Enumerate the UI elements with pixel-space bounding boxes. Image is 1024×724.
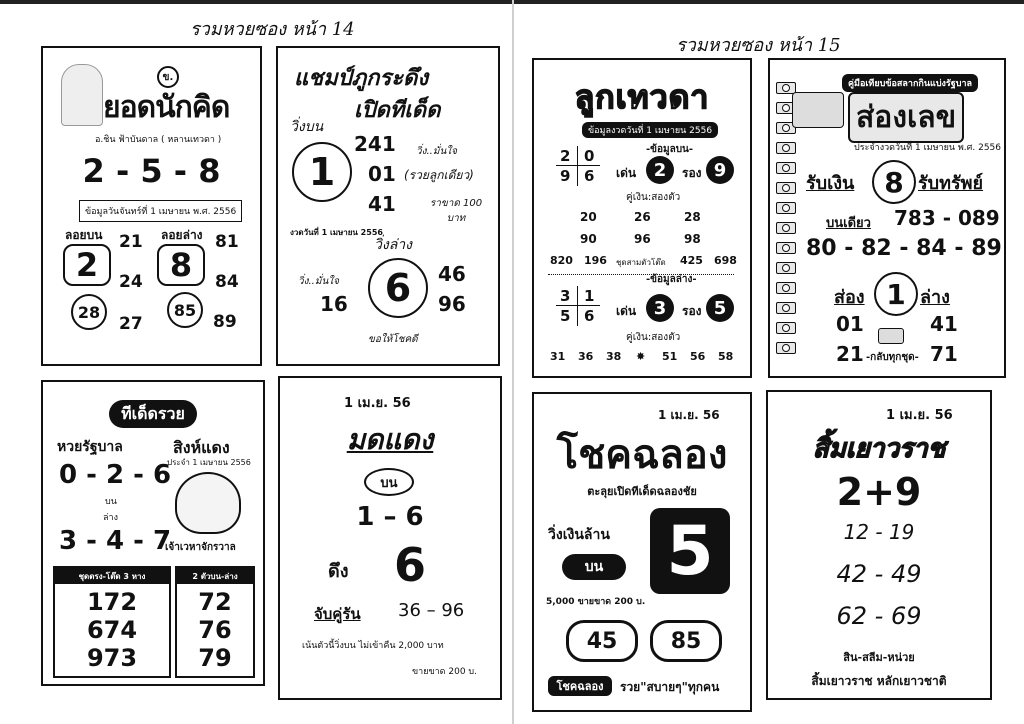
run-label: วิ่งเงินล้าน — [548, 527, 610, 543]
big-number: 5 — [650, 508, 730, 594]
take-money: รับเงิน — [806, 173, 855, 194]
number-41: 41 — [368, 192, 396, 216]
panel-yod-nak-kid — [41, 46, 262, 366]
bottom-number-b: 84 — [215, 272, 239, 292]
box-head: ชุดตรง-โต๊ด 3 หาง — [55, 568, 169, 584]
sub-number-2: 5 — [706, 294, 734, 322]
panel-title: ยอดนักคิด — [103, 90, 230, 125]
price: 5,000 ขายขาด 200 บ. — [546, 597, 646, 607]
camera-icon — [776, 202, 796, 214]
pair-number: 28 — [684, 210, 701, 224]
panel-mod-daeng — [278, 376, 502, 700]
box-two-digit — [175, 566, 255, 678]
pair-number: 90 — [580, 232, 597, 246]
panel-title: มดแดง — [346, 423, 434, 456]
panel-title: ลูกเทวดา — [574, 78, 710, 116]
circle-number-2: 85 — [167, 292, 203, 328]
box-three-digit — [53, 566, 171, 678]
top-numbers: 783 - 089 — [894, 206, 1000, 230]
pair-label-2: คู่เงิน:สองตัว — [626, 332, 681, 343]
grid-top-cell: 6 — [584, 167, 595, 185]
left-title: หวยรัฐบาล — [57, 439, 123, 455]
date-box: ข้อมูลวันจันทร์ที่ 1 เมษายน พ.ศ. 2556 — [79, 200, 242, 222]
circle-number-2: 85 — [650, 620, 722, 662]
author: อ.ชิน ฟ้าบันดาล ( หลานเทวดา ) — [95, 135, 222, 145]
lead-label: เด่น — [616, 166, 637, 180]
camera-icon — [776, 242, 796, 254]
pair-label: จับคู่รัน — [314, 605, 361, 623]
camera-icon — [776, 182, 796, 194]
box-head: 2 ตัวบน-ล่าง — [177, 568, 253, 584]
camera-icon — [776, 262, 796, 274]
top-label: บนเดียว — [826, 216, 871, 231]
pair-number-2: 56 — [690, 350, 706, 363]
lang-label: ล่าง — [920, 287, 950, 308]
camera-icon — [776, 222, 796, 234]
circle-number-1: 28 — [71, 294, 107, 330]
lead-number: 2 — [646, 156, 674, 184]
big-number-1: 1 — [874, 272, 918, 316]
divider — [548, 274, 734, 275]
info-bottom-label: -ข้อมูลล่าง- — [646, 274, 697, 285]
label-top: ลอยบน — [65, 228, 103, 242]
bottom-numbers: 3 - 4 - 7 — [59, 526, 172, 556]
take-asset: รับทรัพย์ — [918, 173, 984, 194]
panel-tee-ded-ruay — [41, 380, 265, 686]
note: เน้นตัวนี้วิ่งบน ไม่เข้าคืน 2,000 บาท — [302, 641, 444, 651]
person-illustration — [61, 64, 103, 126]
run-top-label: วิ่งบน — [290, 119, 324, 135]
date: 1 เม.ย. 56 — [658, 408, 720, 422]
main-numbers: 2 - 5 - 8 — [82, 152, 221, 190]
pair-label: คู่เงิน:สองตัว — [626, 192, 681, 203]
flip-label: -กลับทุกชุด- — [866, 352, 919, 363]
number-46: 46 — [438, 262, 466, 286]
three-digit: 698 — [714, 254, 737, 267]
lead-label-2: เด่น — [616, 304, 637, 318]
three-digit: 820 — [550, 254, 573, 267]
panel-title-line2: เปิดทีเด็ด — [354, 98, 441, 123]
main-numbers: 2+9 — [836, 470, 922, 514]
box-number: 79 — [198, 644, 232, 672]
bon-badge: บน — [364, 468, 414, 496]
panel-luk-thewada — [532, 58, 752, 378]
box-number: 172 — [86, 588, 138, 616]
big-number-1: 1 — [292, 142, 352, 202]
three-digit: 425 — [680, 254, 703, 267]
camera-icon — [776, 342, 796, 354]
song-label: ส่อง — [834, 287, 865, 308]
big-number-6: 6 — [368, 258, 428, 318]
pair-number-2: 31 — [550, 350, 566, 363]
panel-title: โชคฉลอง — [556, 432, 728, 478]
panel-champ-phu-kradueng — [276, 46, 500, 366]
circle-number-1: 45 — [566, 620, 638, 662]
top-number-b: 24 — [119, 272, 143, 292]
top-text: คู่มือเทียบข้อสลากกินแบ่งรัฐบาล — [842, 74, 978, 92]
run-bottom-label: วิ่งล่าง — [374, 237, 412, 253]
big-number: 8 — [872, 160, 916, 204]
pair-row-1: 12 - 19 — [843, 520, 915, 544]
bon-pill: บน — [562, 554, 626, 580]
page-header-right: รวมหวยซอง หน้า 15 — [676, 35, 841, 56]
dig-number: 6 — [394, 538, 427, 592]
grid-top-cell: 9 — [560, 167, 571, 185]
panel-title: สิ้มเยาวราช — [812, 434, 946, 464]
camera-icon — [776, 142, 796, 154]
pair-number-2: 38 — [606, 350, 622, 363]
camera-icon — [776, 302, 796, 314]
page-fold — [512, 0, 514, 724]
line-text: สิน-สลีม-หน่วย — [843, 651, 915, 664]
footer: รวย"สบายๆ"ทุกคน — [620, 680, 720, 694]
star-icon: ✸ — [636, 350, 646, 363]
pair-number: 20 — [580, 210, 597, 224]
box-number: 674 — [86, 616, 138, 644]
pair-number: 98 — [684, 232, 701, 246]
panel-song-lek — [768, 58, 1006, 378]
circle-sub-1: 27 — [119, 314, 143, 334]
date: ข้อมูลงวดวันที่ 1 เมษายน 2556 — [582, 122, 718, 138]
panel-title: ส่องเลข — [848, 92, 964, 143]
grid-bottom — [556, 286, 600, 326]
box-number: 72 — [198, 588, 232, 616]
number-96: 96 — [438, 292, 466, 316]
circle-sub-2: 89 — [213, 312, 237, 332]
ribbon: ทีเด็ดรวย — [109, 400, 197, 428]
price: ขายขาด 200 บ. — [412, 667, 478, 677]
main-numbers: 1 – 6 — [356, 502, 424, 532]
three-digit-label: ชุดสามตัวโต๊ด — [616, 258, 666, 267]
pair-number-2: 58 — [718, 350, 734, 363]
page-header-left: รวมหวยซอง หน้า 14 — [190, 19, 355, 40]
date: 1 เม.ย. 56 — [886, 408, 953, 423]
note-confident-2: วิ่ง..มั่นใจ — [298, 276, 340, 287]
right-title: สิงห์แดง — [173, 438, 230, 457]
panel-title-line1: แชมป์ภูกระดึง — [294, 66, 429, 91]
pair-row-3: 62 - 69 — [836, 602, 922, 630]
top-big-number: 2 — [63, 244, 111, 286]
number-71: 71 — [930, 342, 958, 366]
bottom-big-number: 8 — [157, 244, 205, 286]
badge: ข. — [157, 66, 179, 88]
grid-top-cell: 2 — [560, 147, 571, 165]
label-bottom: ลอยล่าง — [161, 228, 203, 242]
footer: สิ้มเยาวราช หลักเยาวชาติ — [811, 674, 947, 688]
date: งวดวันที่ 1 เมษายน 2556 — [290, 228, 383, 237]
lang-label: ล่าง — [103, 513, 118, 523]
grid-bottom-cell: 3 — [560, 287, 571, 305]
date: ประจำ 1 เมษายน 2556 — [167, 458, 251, 467]
lion-illustration — [175, 472, 241, 534]
number-01: 01 — [836, 312, 864, 336]
camera-icon — [776, 282, 796, 294]
grid-bottom-cell: 6 — [584, 307, 595, 325]
logo-badge: โชคฉลอง — [548, 676, 612, 696]
camera-icon — [776, 322, 796, 334]
number-row: 80 - 82 - 84 - 89 — [806, 236, 1002, 261]
dig-label: ดึง — [328, 561, 349, 582]
price: ราขาด 100 บาท — [429, 198, 483, 224]
number-41: 41 — [930, 312, 958, 336]
footer: ขอให้โชคดี — [368, 334, 418, 345]
camera-icon — [776, 162, 796, 174]
camera-icon — [878, 328, 904, 344]
top-number-a: 21 — [119, 232, 143, 252]
grid-top — [556, 146, 600, 186]
video-camera-icon — [792, 92, 844, 128]
sign: เจ้าเวหาจักรวาล — [165, 542, 236, 553]
bon-label: บน — [105, 497, 117, 507]
info-top-label: -ข้อมูลบน- — [646, 144, 694, 155]
number-16: 16 — [320, 292, 348, 316]
sub-label-2: รอง — [682, 304, 702, 318]
bottom-number-a: 81 — [215, 232, 239, 252]
top-numbers: 0 - 2 - 6 — [59, 460, 172, 490]
panel-chok-chalong — [532, 392, 752, 712]
note-rich: (รวยลูกเดียว) — [404, 168, 474, 182]
subtitle: ตะลุยเปิดทีเด็ดฉลองชัย — [587, 485, 697, 498]
box-number: 973 — [86, 644, 138, 672]
number-21: 21 — [836, 342, 864, 366]
grid-top-cell: 0 — [584, 147, 595, 165]
sub-label: รอง — [682, 166, 702, 180]
pair-row-2: 42 - 49 — [836, 560, 922, 588]
box-number: 76 — [198, 616, 232, 644]
pair-number: 96 — [634, 232, 651, 246]
pair-numbers: 36 – 96 — [398, 600, 465, 621]
sub-number: 9 — [706, 156, 734, 184]
pair-number-2: 51 — [662, 350, 678, 363]
three-digit: 196 — [584, 254, 607, 267]
note-confident: วิ่ง..มั่นใจ — [416, 146, 458, 157]
grid-bottom-cell: 5 — [560, 307, 571, 325]
grid-bottom-cell: 1 — [584, 287, 595, 305]
lead-number-2: 3 — [646, 294, 674, 322]
date: 1 เม.ย. 56 — [344, 396, 411, 411]
pair-number-2: 36 — [578, 350, 594, 363]
panel-sim-yaowarat — [766, 390, 992, 700]
number-01: 01 — [368, 162, 396, 186]
date: ประจำงวดวันที่ 1 เมษายน พ.ศ. 2556 — [854, 143, 1002, 153]
number-241: 241 — [354, 132, 396, 156]
pair-number: 26 — [634, 210, 651, 224]
